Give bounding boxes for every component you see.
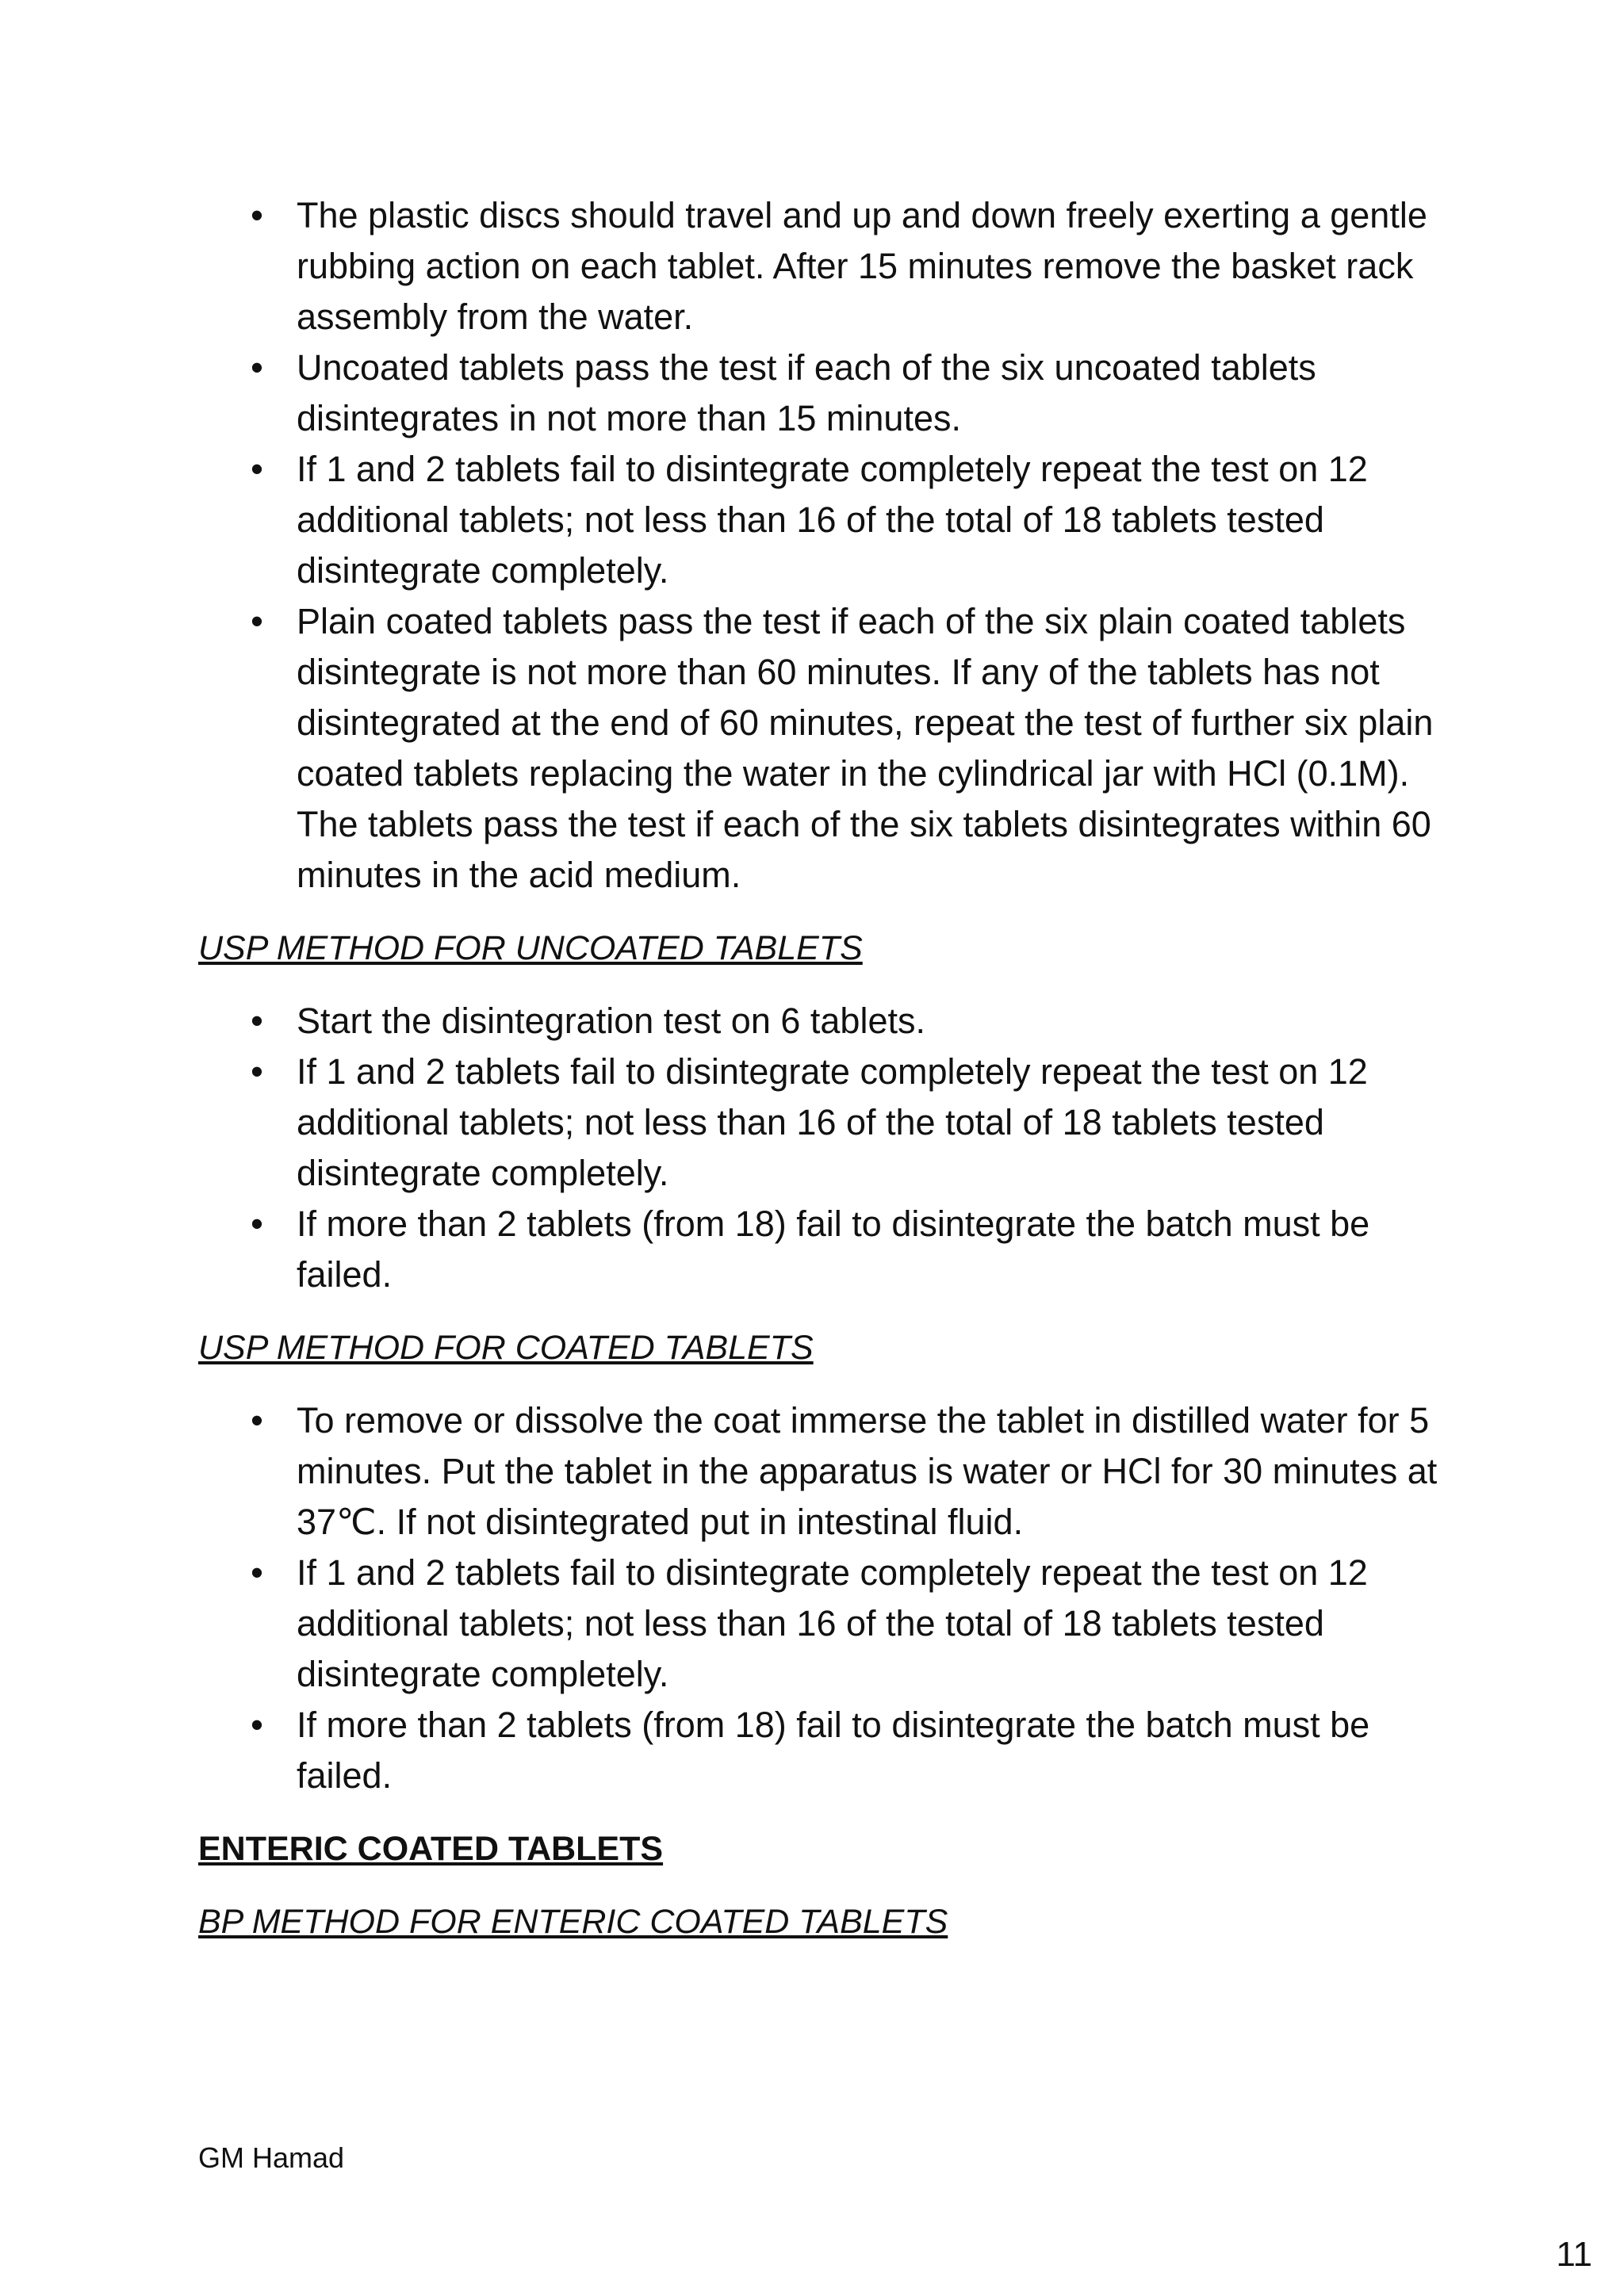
list-item-text: Uncoated tablets pass the test if each of the six uncoated tablets disintegrates in not more than 15 minutes. [297,347,1316,438]
list-item-text: Plain coated tablets pass the test if each of the six plain coated tablets disintegrate is not more than 60 minutes. If any of the tablets has not disintegrated at the end of 60 minutes, repeat the test of further six plain coated tablets replacing the water in the cylindrical jar with HCl (0.1M). The tablets pass the test if each of the six tablets disintegrates within 60 minutes in the acid medium. [297,601,1434,895]
list-item [198,596,1451,901]
bullet-list-usp-uncoated [198,996,1451,1300]
list-item-text: If 1 and 2 tablets fail to disintegrate completely repeat the test on 12 additional tablets; not less than 16 of the total of 18 tablets tested disintegrate completely. [297,1552,1368,1694]
page-number: 11 [1556,2235,1592,2274]
list-item-text: To remove or dissolve the coat immerse the tablet in distilled water for 5 minutes. Put the tablet in the apparatus is water or HCl for 30 minutes at 37℃. If not disintegrated put in intestinal fluid. [297,1400,1438,1542]
list-item [198,342,1451,444]
usp-uncoated-heading: USP METHOD FOR UNCOATED TABLETS [198,929,863,967]
bullet-icon: • [251,601,263,641]
list-item [198,1199,1451,1300]
list-item-text: Start the disintegration test on 6 tablets. [297,1001,925,1041]
list-item [198,1395,1451,1548]
list-item [198,190,1451,342]
page-content [198,190,1451,1946]
list-item [198,1548,1451,1700]
bullet-icon: • [251,1705,263,1745]
bullet-list-bp-tests [198,190,1451,901]
bullet-icon: • [251,1400,263,1441]
list-item [198,996,1451,1047]
list-item-text: If 1 and 2 tablets fail to disintegrate completely repeat the test on 12 additional tablets; not less than 16 of the total of 18 tablets tested disintegrate completely. [297,449,1368,591]
bullet-icon: • [251,449,263,489]
bullet-icon: • [251,1051,263,1092]
bullet-list-usp-coated [198,1395,1451,1801]
list-item [198,1047,1451,1199]
usp-coated-heading: USP METHOD FOR COATED TABLETS [198,1329,814,1367]
list-item-text: If 1 and 2 tablets fail to disintegrate completely repeat the test on 12 additional tablets; not less than 16 of the total of 18 tablets tested disintegrate completely. [297,1051,1368,1193]
bullet-icon: • [251,1552,263,1593]
enteric-coated-heading: ENTERIC COATED TABLETS [198,1830,664,1868]
list-item-text: If more than 2 tablets (from 18) fail to disintegrate the batch must be failed. [297,1203,1370,1295]
bullet-icon: • [251,1203,263,1244]
list-item-text: The plastic discs should travel and up and down freely exerting a gentle rubbing action on each tablet. After 15 minutes remove the basket rack assembly from the water. [297,195,1427,337]
list-item [198,444,1451,596]
list-item [198,1700,1451,1801]
bullet-icon: • [251,195,263,235]
list-item-text: If more than 2 tablets (from 18) fail to disintegrate the batch must be failed. [297,1705,1370,1796]
footer-author: GM Hamad [198,2141,345,2174]
bullet-icon: • [251,347,263,388]
bullet-icon: • [251,1001,263,1041]
bp-enteric-heading: BP METHOD FOR ENTERIC COATED TABLETS [198,1903,948,1941]
